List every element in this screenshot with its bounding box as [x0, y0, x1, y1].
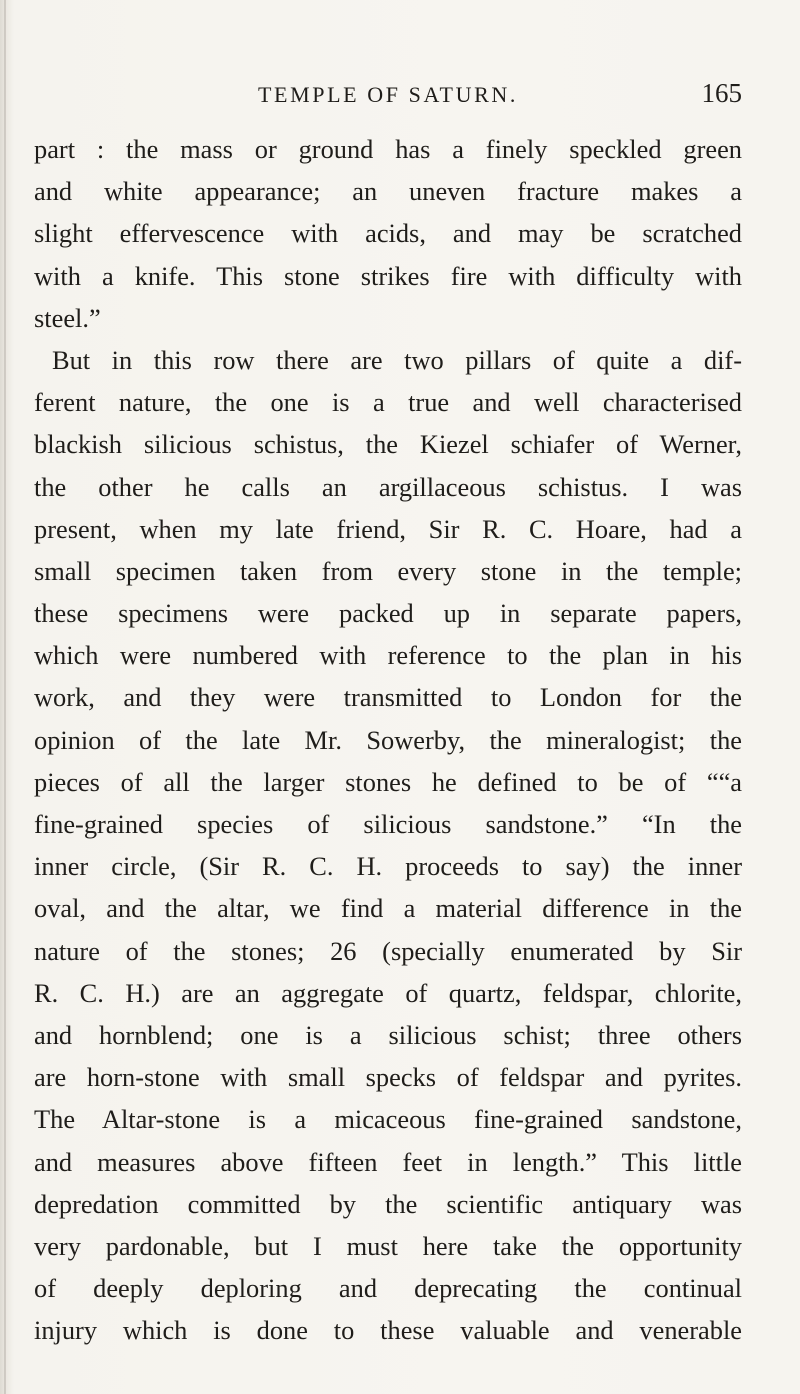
page-number: 165	[701, 78, 742, 108]
text-line: fine-grained species of silicious sandstone.” “In the	[34, 809, 742, 839]
text-line: and measures above fifteen feet in length.” This little	[34, 1146, 742, 1177]
text-line: of deeply deploring and deprecating the continual	[34, 1273, 742, 1304]
text-line: But in this row there are two pillars of quite a dif-	[52, 344, 742, 375]
text-line: the other he calls an argillaceous schistus. I was	[34, 471, 742, 502]
text-line: steel.”	[34, 302, 101, 333]
text-line: present, when my late friend, Sir R. C. Hoare, had a	[34, 513, 742, 544]
text-line: pieces of all the larger stones he defined to be of ““a	[34, 766, 742, 797]
text-line: depredation committed by the scientific antiquary was	[34, 1188, 742, 1219]
text-line: and white appearance; an uneven fracture makes a	[34, 176, 742, 207]
text-line: R. C. H.) are an aggregate of quartz, feldspar, chlorite,	[34, 977, 742, 1008]
text-line: very pardonable, but I must here take the opportunity	[34, 1230, 742, 1261]
text-line: inner circle, (Sir R. C. H. proceeds to say) the inner	[34, 851, 742, 882]
text-line: oval, and the altar, we find a material difference in the	[34, 893, 742, 924]
text-line: with a knife. This stone strikes fire with difficulty with	[34, 260, 742, 291]
text-line: The Altar-stone is a micaceous fine-grained sandstone,	[34, 1104, 742, 1135]
text-line: opinion of the late Mr. Sowerby, the mineralogist; the	[34, 724, 742, 755]
text-line: nature of the stones; 26 (specially enumerated by Sir	[34, 935, 742, 966]
text-line: blackish silicious schistus, the Kiezel schiafer of Werner,	[34, 429, 742, 460]
text-line: these specimens were packed up in separate papers,	[34, 598, 742, 629]
text-line: part : the mass or ground has a finely speckled green	[34, 134, 742, 164]
text-line: injury which is done to these valuable and venerable	[34, 1315, 742, 1346]
text-line: which were numbered with reference to the plan in his	[34, 640, 742, 671]
text-line: slight effervescence with acids, and may be scratched	[34, 218, 742, 249]
running-head	[30, 78, 742, 122]
body-text	[34, 128, 742, 1351]
running-title: TEMPLE OF SATURN.	[258, 82, 518, 107]
binding-gutter	[4, 0, 6, 1394]
text-line: small specimen taken from every stone in the temple;	[34, 555, 742, 586]
text-line: work, and they were transmitted to London for the	[34, 682, 742, 713]
text-line: are horn-stone with small specks of feldspar and pyrites.	[34, 1062, 742, 1093]
text-line: and hornblend; one is a silicious schist; three others	[34, 1019, 742, 1050]
text-line: ferent nature, the one is a true and well characterised	[34, 387, 742, 418]
